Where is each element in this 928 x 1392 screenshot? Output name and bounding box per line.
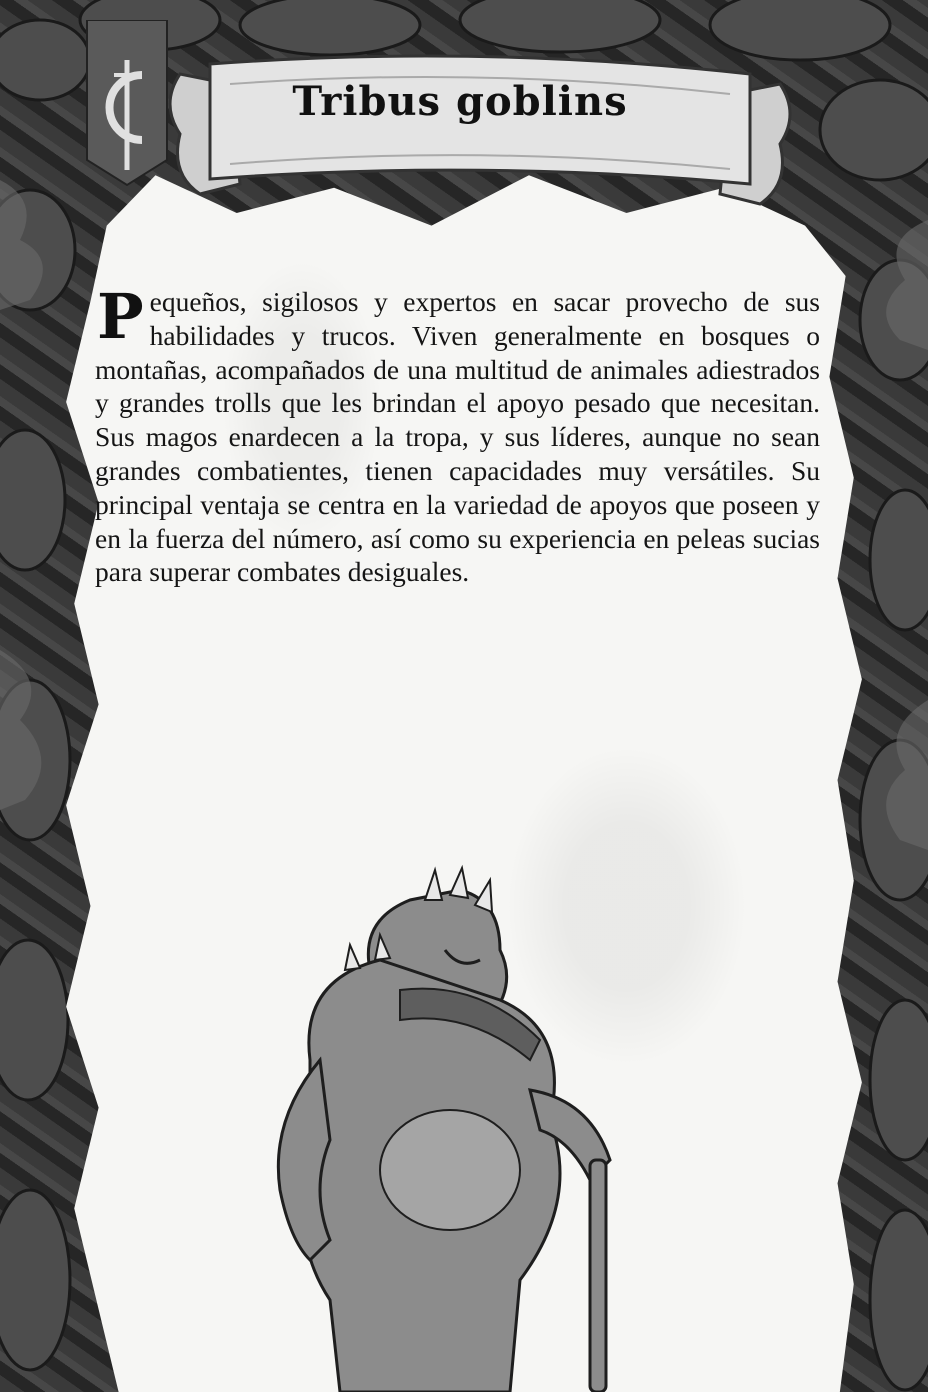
drop-cap: P [97,280,144,353]
description-text: equeños, sigilosos y expertos en sacar provecho de sus habilidades y trucos. Viven generalmente en bosques o montañas, acompañados de una multitud de animales adiestrados y grandes trolls que les brindan el apoyo pesado que necesitan. Sus magos enardecen a la tropa, y sus líderes, aunque no sean grandes combatientes, tienen capacidades muy versátiles. Su principal ventaja se centra en la variedad de apoyos que poseen y en la fuerza del número, así como su experiencia en peleas sucias para superar combates desiguales. [95,286,820,588]
description [95,280,820,589]
card-title: Tribus goblins [292,78,628,125]
troll-illustration [250,860,630,1392]
